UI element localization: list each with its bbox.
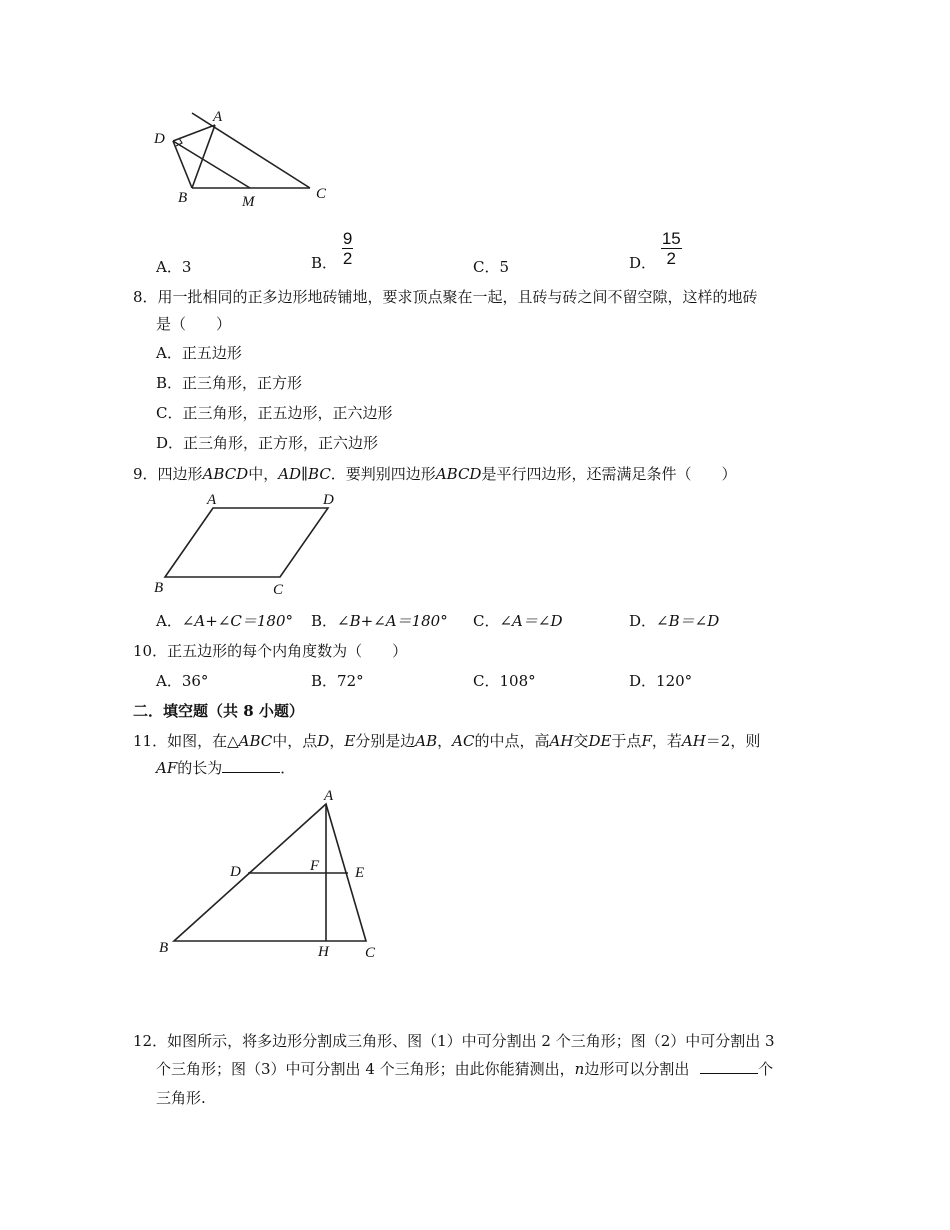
q11-figure [150, 782, 390, 967]
q9-stem: 9．四边形ABCD中，AD∥BC．要判别四边形ABCD是平行四边形，还需满足条件（ ） [133, 465, 737, 483]
q8-option-d: D．正三角形，正方形，正六边形 [156, 434, 379, 452]
answer-blank[interactable] [700, 1059, 758, 1074]
q8-option-b: B．正三角形，正方形 [156, 374, 303, 392]
label-D: D [154, 131, 165, 147]
answer-blank[interactable] [222, 758, 280, 773]
q10-option-d: D．120° [629, 672, 693, 690]
label-H: H [318, 944, 329, 960]
label-B: B [159, 940, 169, 956]
q8-option-c: C．正三角形，正五边形，正六边形 [156, 404, 393, 422]
label-E: E [355, 865, 365, 881]
q12-stem: 12．如图所示，将多边形分割成三角形、图（1）中可分割出 2 个三角形；图（2）中可分割出 3 [133, 1032, 775, 1050]
q8-stem: 8．用一批相同的正多边形地砖铺地，要求顶点聚在一起，且砖与砖之间不留空隙，这样的地砖 [133, 288, 758, 306]
label-B: B [178, 190, 188, 206]
q11-stem-cont: AF的长为 ． [156, 759, 296, 777]
q8-option-a: A．正五边形 [156, 344, 242, 362]
label-A: A [324, 788, 334, 804]
q9-option-d: D．∠B＝∠D [629, 612, 720, 630]
label-A: A [207, 492, 217, 508]
q10-option-b: B．72° [311, 672, 364, 690]
q8-stem-cont: 是（ ） [156, 315, 232, 333]
label-C: C [273, 582, 284, 598]
q12-stem-cont: 个三角形；图（3）中可分割出 4 个三角形；由此你能猜测出，n边形可以分割出 个 [156, 1060, 774, 1078]
q10-stem: 10．正五边形的每个内角度数为（ ） [133, 642, 408, 660]
q7-option-b: B． $\frac{9}{2}$ [311, 229, 353, 272]
q7-figure [145, 105, 345, 215]
q12-stem-end: 三角形. [156, 1089, 206, 1107]
label-D: D [323, 492, 334, 508]
q10-option-a: A．36° [156, 672, 209, 690]
q11-stem: 11．如图，在△ABC中，点D，E分别是边AB，AC的中点，高AH交DE于点F，若AH＝2，则 [133, 732, 761, 750]
q9-option-b: B．∠B+∠A＝180° [311, 612, 448, 630]
q7-option-d: D． $\frac{15}{2}$ [629, 229, 681, 272]
q7-option-a: A．3 [156, 258, 192, 276]
label-F: F [310, 858, 320, 874]
section-title: 二．填空题（共 8 小题） [133, 702, 304, 720]
q7-option-c: C．5 [473, 258, 510, 276]
label-D: D [230, 864, 241, 880]
label-M: M [242, 194, 255, 210]
label-B: B [154, 580, 164, 596]
q9-option-a: A．∠A+∠C＝180° [156, 612, 293, 630]
q9-option-c: C．∠A＝∠D [473, 612, 563, 630]
label-A: A [213, 109, 223, 125]
q10-option-c: C．108° [473, 672, 536, 690]
q9-figure [145, 488, 355, 598]
label-C: C [365, 945, 376, 961]
label-C: C [316, 186, 327, 202]
